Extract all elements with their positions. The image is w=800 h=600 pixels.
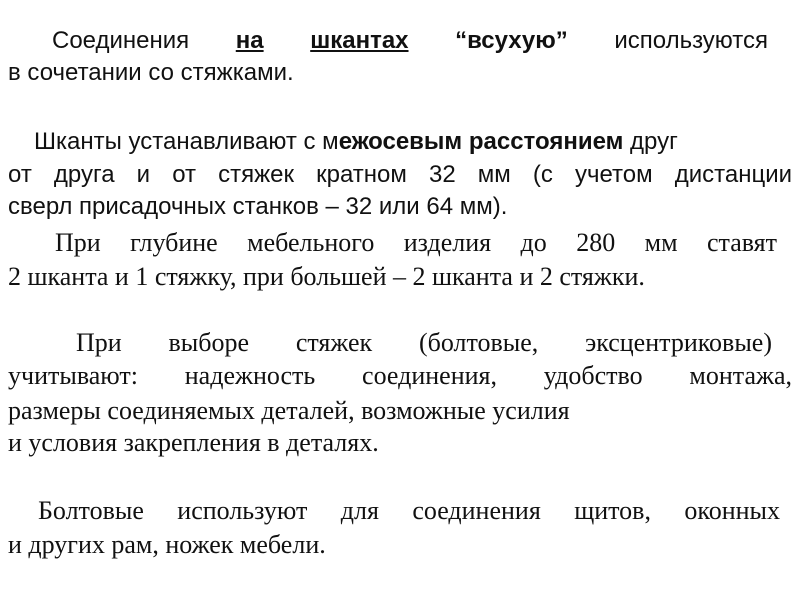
p2-line-2: от друга и от стяжек кратном 32 мм (с учетом дистанции — [8, 161, 792, 188]
p4-line-1: При выборе стяжек (болтовые, эксцентриковые) — [76, 328, 772, 357]
p3-line-1: При глубине мебельного изделия до 280 мм ставят — [55, 228, 777, 257]
p1-line-1 — [52, 26, 768, 56]
p2-line-1 — [34, 127, 678, 157]
p1-line-2: в сочетании со стяжками. — [8, 59, 294, 86]
p1-word-1: Соединения — [52, 27, 190, 54]
p3-line-2: 2 шканта и 1 стяжку, при большей – 2 шканта и 2 стяжки. — [8, 262, 645, 291]
p2-line-1-end: друг — [623, 128, 678, 155]
p1-word-5: используются — [614, 27, 768, 54]
p1-word-3-emphasis: шкантах — [310, 27, 409, 54]
p1-word-4-emphasis: “всухую” — [455, 27, 568, 54]
p4-line-2: учитывают: надежность соединения, удобство монтажа, — [8, 361, 792, 390]
p2-line-1-start: Шканты устанавливают с м — [34, 128, 339, 155]
p4-line-3: размеры соединяемых деталей, возможные усилия — [8, 396, 570, 425]
p2-line-1-emphasis: ежосевым расстоянием — [338, 128, 624, 155]
p5-line-2: и других рам, ножек мебели. — [8, 530, 326, 559]
p2-line-3: сверл присадочных станков – 32 или 64 мм). — [8, 193, 508, 220]
p5-line-1: Болтовые используют для соединения щитов, оконных — [38, 496, 780, 525]
p1-word-2-emphasis: на — [235, 27, 264, 54]
p4-line-4: и условия закрепления в деталях. — [8, 428, 379, 457]
